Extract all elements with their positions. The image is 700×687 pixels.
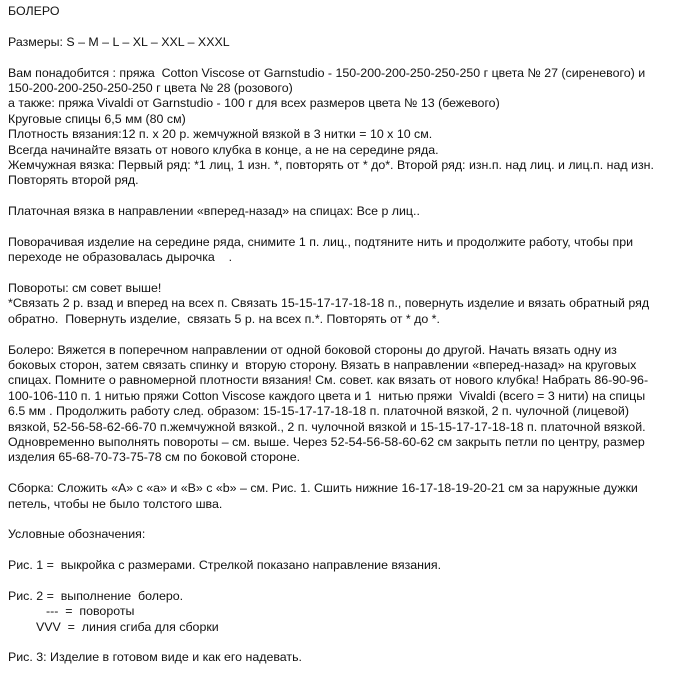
spacer	[8, 266, 696, 281]
bolero-line: 100-106-110 п. 1 нитью пряжи Cotton Viscose каждого цвета и 1 нитью пряжи Vivaldi (всего = 3 нити) на спицы	[8, 388, 646, 403]
spacer	[8, 327, 696, 342]
materials-line: Жемчужная вязка: Первый ряд: *1 лиц, 1 изн. *, повторять от * до*. Второй ряд: изн.п. над лиц. и лиц.п. над изн.	[8, 157, 654, 172]
materials-line: Вам понадобится : пряжа Cotton Viscose от Garnstudio - 150-200-200-250-250-250 г цвета № 27 (сиреневого) и	[8, 65, 646, 80]
spacer	[8, 50, 696, 65]
spacer	[8, 466, 696, 481]
sizes-line: Размеры: S – M – L – XL – XXL – XXXL	[8, 34, 230, 49]
figure-1-caption: Рис. 1 = выкройка с размерами. Стрелкой показано направление вязания.	[8, 558, 442, 573]
materials-line: Всегда начинайте вязать от нового клубка в конце, а не на середине ряда.	[8, 142, 439, 157]
spacer	[8, 543, 696, 558]
bolero-line: вязкой, 52-56-58-62-66-70 п.жемчужной вязкой., 2 п. чулочной вязкой и 15-15-17-17-18-18 п. платочной вязкой.	[8, 419, 646, 434]
materials-line: Круговые спицы 6,5 мм (80 см)	[8, 111, 186, 126]
figure-2-legend-fold: VVV = линия сгиба для сборки	[36, 619, 219, 634]
document-body	[8, 4, 696, 666]
turns-line: обратно. Повернуть изделие, связать 5 р. на всех п.*. Повторять от * до *.	[8, 311, 440, 326]
spacer	[8, 189, 696, 204]
spacer	[8, 635, 696, 650]
bolero-line: 6.5 мм . Продолжить работу след. образом: 15-15-17-17-18-18 п. платочной вязкой, 2 п. чулочной (лицевой)	[8, 404, 629, 419]
spacer	[8, 512, 696, 527]
legend-title: Условные обозначения:	[8, 527, 146, 542]
document-title: БОЛЕРО	[8, 4, 60, 18]
bolero-line: изделия 65-68-70-73-75-78 см по боковой стороне.	[8, 450, 301, 465]
materials-line: Повторять второй ряд.	[8, 173, 139, 188]
turning-line: Поворачивая изделие на середине ряда, снимите 1 п. лиц., подтяните нить и продолжите работу, чтобы при	[8, 234, 634, 249]
bolero-line: спицах. Помните о равномерной плотности вязания! См. совет. как вязать от нового клубка! Набрать 86-90-96-	[8, 373, 649, 388]
turns-line: *Связать 2 р. взад и вперед на всех п. Связать 15-15-17-17-18-18 п., повернуть изделие и вязать обратный ряд	[8, 296, 650, 311]
figure-2-caption: Рис. 2 = выполнение болеро.	[8, 588, 184, 603]
figure-3-caption: Рис. 3: Изделие в готовом виде и как его надевать.	[8, 650, 303, 665]
turns-line: Повороты: см совет выше!	[8, 281, 162, 296]
bolero-line: боковых сторон, затем связать спинку и вторую сторону. Вязать в направлении «вперед-назад» на круговых	[8, 357, 637, 372]
spacer	[8, 573, 696, 588]
spacer	[8, 219, 696, 234]
materials-line: 150-200-200-250-250-250 г цвета № 28 (розового)	[8, 80, 293, 95]
spacer	[8, 19, 696, 34]
turning-line: переходе не образовалась дырочка .	[8, 250, 233, 265]
assembly-line: петель, чтобы не было толстого шва.	[8, 496, 223, 511]
assembly-line: Сборка: Сложить «А» с «а» и «В» с «b» – см. Рис. 1. Сшить нижние 16-17-18-19-20-21 см за наружные дужки	[8, 481, 638, 496]
figure-2-legend-turns: --- = повороты	[46, 604, 135, 619]
garter-stitch-line: Платочная вязка в направлении «вперед-назад» на спицах: Все р лиц..	[8, 204, 420, 219]
bolero-line: Одновременно выполнять повороты – см. выше. Через 52-54-56-58-60-62 см закрыть петли по центру, размер	[8, 434, 645, 449]
materials-line: а также: пряжа Vivaldi от Garnstudio - 100 г для всех размеров цвета № 13 (бежевого)	[8, 96, 500, 111]
bolero-line: Болеро: Вяжется в поперечном направлении от одной боковой стороны до другой. Начать вязать одну из	[8, 342, 617, 357]
materials-line: Плотность вязания:12 п. х 20 р. жемчужной вязкой в 3 нитки = 10 х 10 см.	[8, 127, 433, 142]
